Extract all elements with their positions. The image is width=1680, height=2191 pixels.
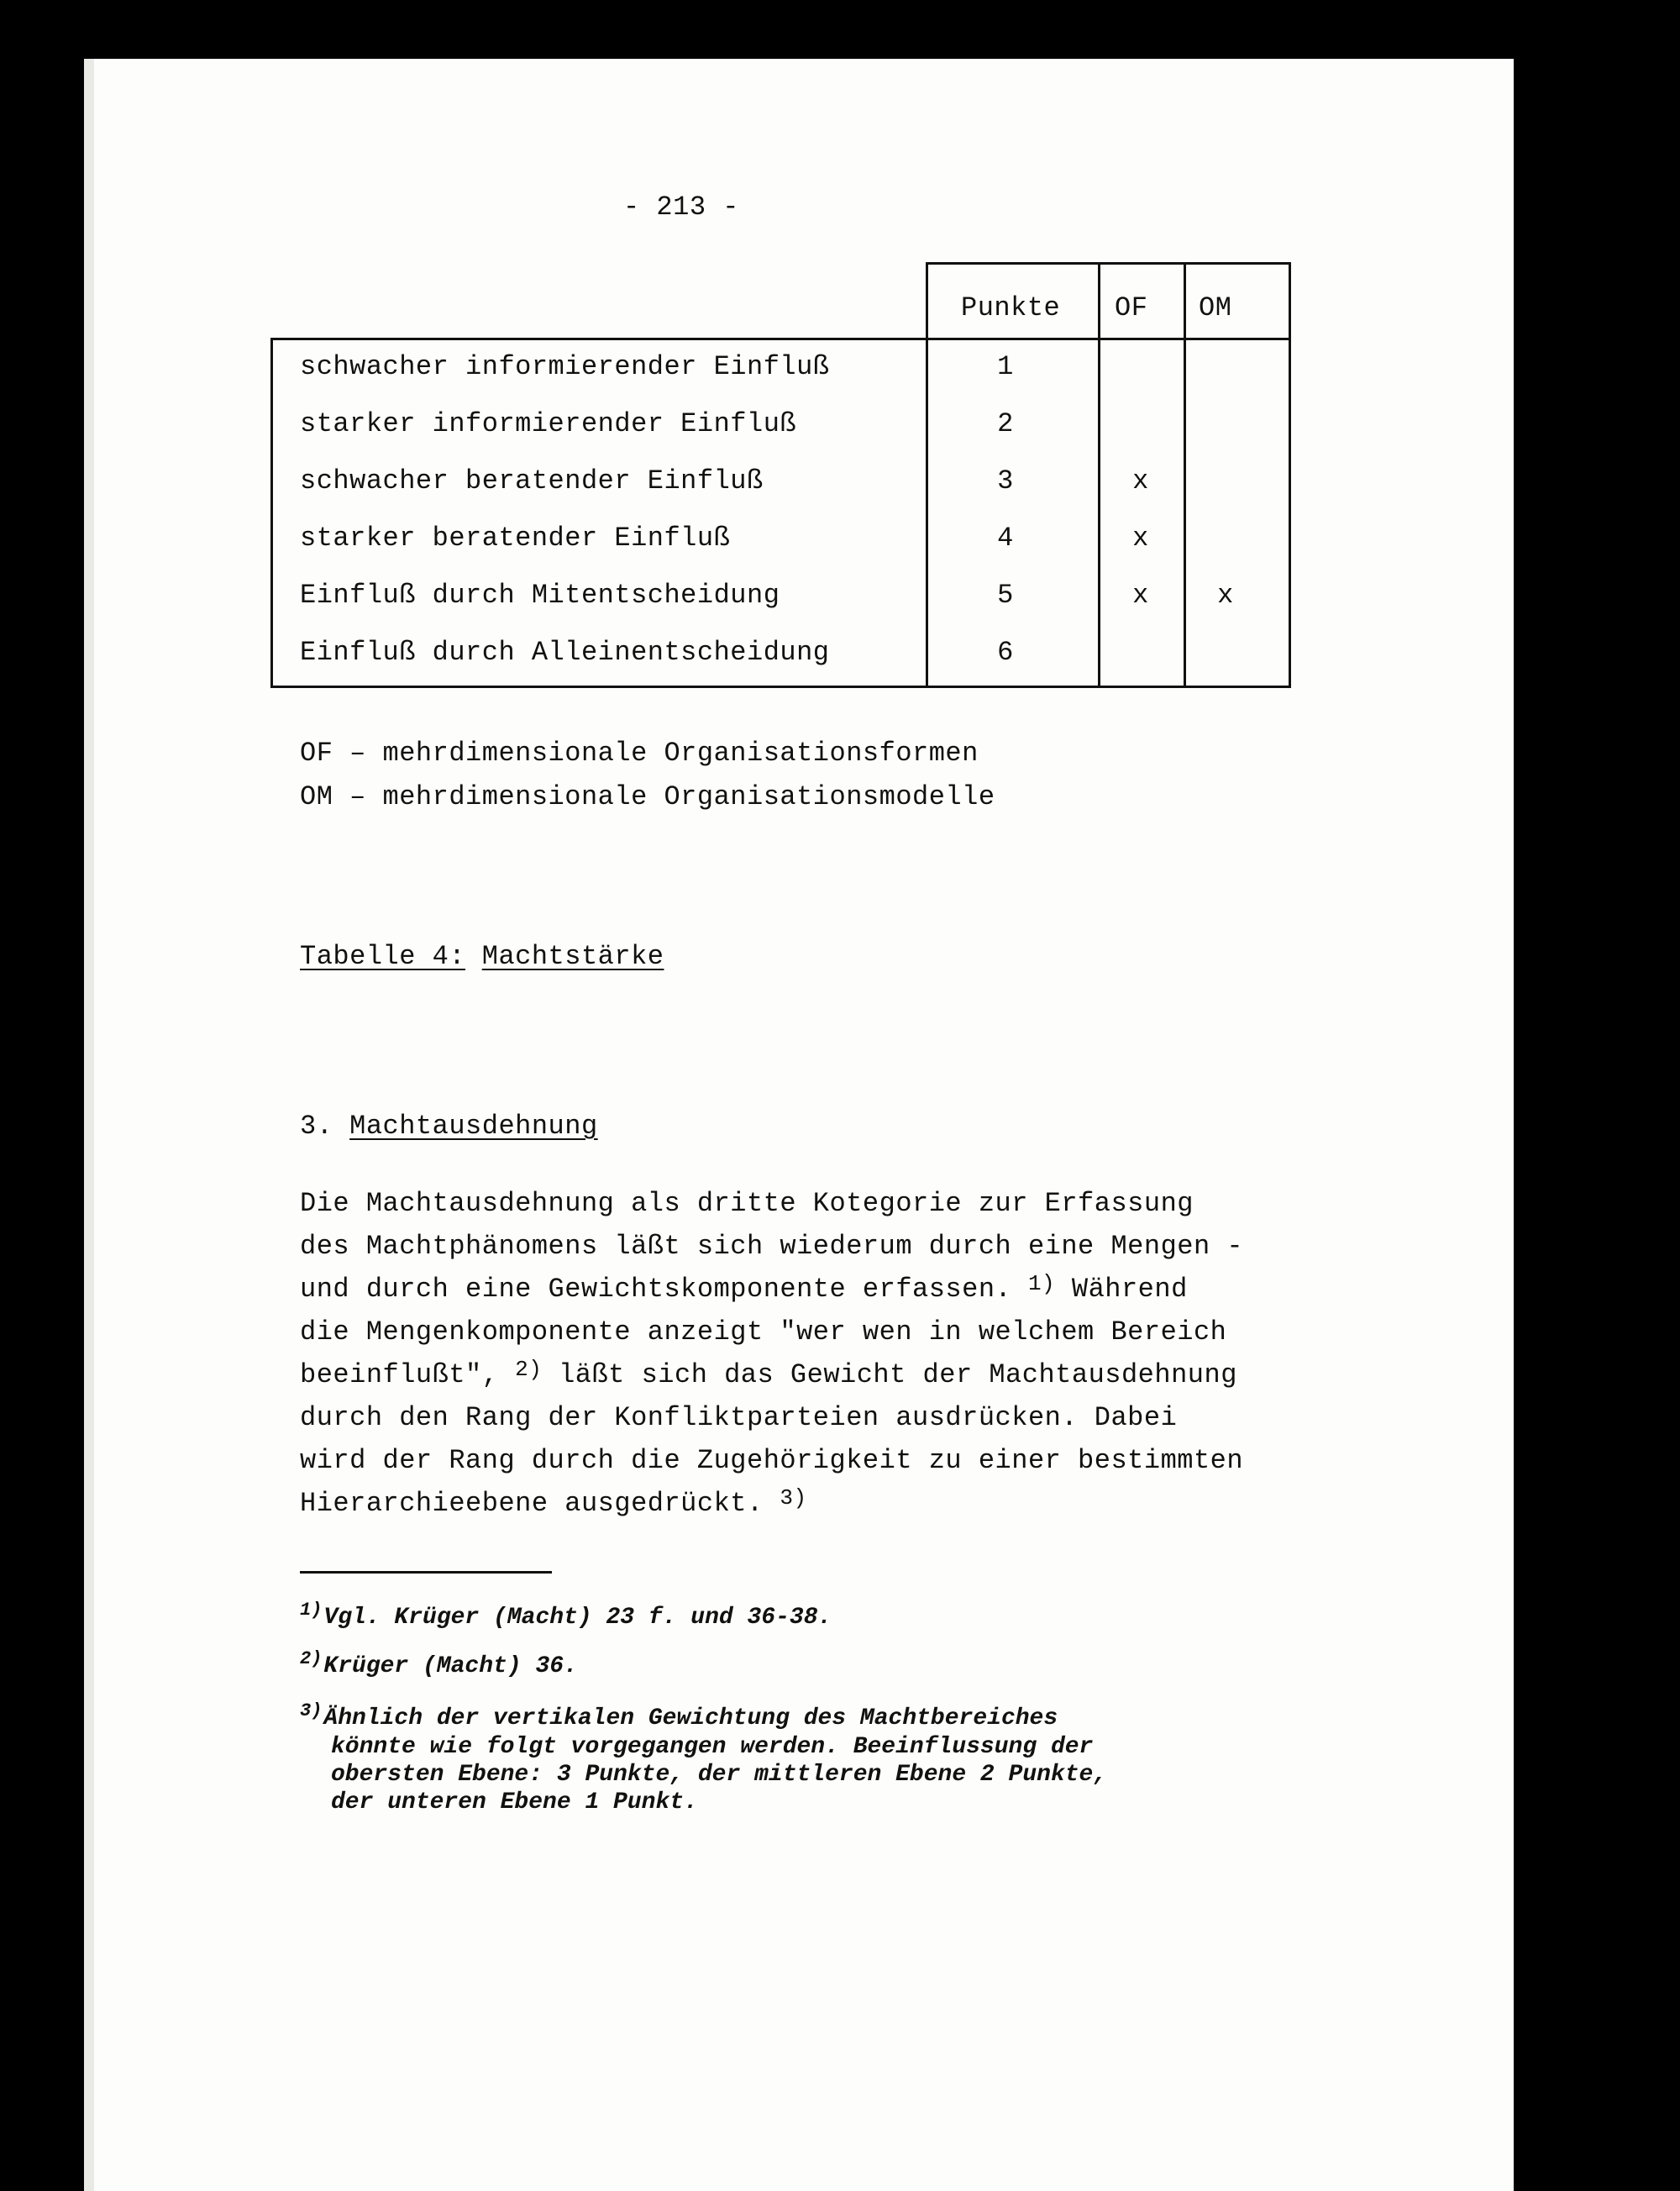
page-number: - 213 - (623, 192, 739, 223)
body-line (300, 1359, 1237, 1390)
caption-title: Machtstärke (481, 941, 664, 972)
footnote-rule (300, 1571, 552, 1574)
footnote-1 (300, 1600, 832, 1631)
table-col-sep-1 (926, 262, 928, 688)
header-punkte: Punkte (961, 292, 1061, 323)
footnote-3 (300, 1700, 1058, 1731)
header-of: OF (1115, 292, 1148, 323)
legend-om: OM – mehrdimensionale Organisationsmodelle (300, 781, 995, 812)
footnote-mark: 3) (300, 1700, 323, 1721)
row-punkte: 5 (997, 580, 1014, 611)
table-col-sep-2 (1098, 262, 1100, 688)
body-line (300, 1271, 1188, 1305)
document-page (94, 59, 1514, 2191)
footnote-ref: 1) (1027, 1271, 1056, 1296)
footnote-ref: 3) (780, 1485, 807, 1511)
row-punkte: 1 (997, 351, 1014, 382)
header-om: OM (1199, 292, 1232, 323)
caption-label: Tabelle 4: (300, 941, 466, 972)
footnote-3-line: könnte wie folgt vorgegangen werden. Beeinflussung der (331, 1734, 1094, 1760)
body-text: beeinflußt", (300, 1359, 499, 1390)
row-punkte: 6 (997, 637, 1014, 668)
row-punkte: 2 (997, 408, 1014, 439)
footnote-2 (300, 1648, 578, 1679)
table-border-left (270, 338, 273, 688)
row-label: schwacher informierender Einfluß (300, 351, 830, 382)
row-label: schwacher beratender Einfluß (300, 465, 764, 497)
footnote-ref: 2) (515, 1357, 543, 1382)
body-text: läßt sich das Gewicht der Machtausdehnung (559, 1359, 1237, 1390)
footnote-text: Ähnlich der vertikalen Gewichtung des Machtbereiches (323, 1705, 1058, 1731)
footnote-text: Vgl. Krüger (Macht) 23 f. und 36-38. (323, 1605, 832, 1631)
table-caption (300, 941, 664, 972)
row-of-mark: x (1132, 580, 1149, 611)
body-text: Während (1071, 1274, 1188, 1305)
row-of-mark: x (1132, 465, 1149, 497)
section-title: Machtausdehnung (349, 1111, 598, 1142)
footnote-mark: 1) (300, 1600, 323, 1621)
row-label: starker beratender Einfluß (300, 523, 731, 554)
table-header-rule (270, 338, 1291, 340)
body-text: Hierarchieebene ausgedrückt. (300, 1488, 764, 1519)
body-line: die Mengenkomponente anzeigt "wer wen in welchem Bereich (300, 1316, 1227, 1348)
body-text: und durch eine Gewichtskomponente erfassen. (300, 1274, 1012, 1305)
table-col-sep-3 (1184, 262, 1186, 688)
row-of-mark: x (1132, 523, 1149, 554)
footnote-3-line: obersten Ebene: 3 Punkte, der mittleren Ebene 2 Punkte, (331, 1762, 1108, 1788)
row-om-mark: x (1217, 580, 1234, 611)
body-line: wird der Rang durch die Zugehörigkeit zu einer bestimmten (300, 1445, 1244, 1476)
footnote-3-line: der unteren Ebene 1 Punkt. (331, 1789, 698, 1815)
row-punkte: 4 (997, 523, 1014, 554)
body-line: Die Machtausdehnung als dritte Kotegorie zur Erfassung (300, 1188, 1194, 1219)
row-label: starker informierender Einfluß (300, 408, 797, 439)
table-border-top (926, 262, 1289, 265)
body-line: des Machtphänomens läßt sich wiederum durch eine Mengen - (300, 1231, 1244, 1262)
table-border-bottom (270, 686, 1291, 688)
row-label: Einfluß durch Alleinentscheidung (300, 637, 830, 668)
row-punkte: 3 (997, 465, 1014, 497)
table-border-right (1289, 262, 1291, 688)
section-heading (300, 1111, 598, 1142)
legend-of: OF – mehrdimensionale Organisationsformen (300, 738, 979, 769)
footnote-text: Krüger (Macht) 36. (323, 1653, 578, 1679)
footnote-mark: 2) (300, 1648, 323, 1669)
body-line (300, 1485, 807, 1519)
body-line: durch den Rang der Konfliktparteien ausdrücken. Dabei (300, 1402, 1178, 1433)
section-number: 3. (300, 1111, 333, 1142)
row-label: Einfluß durch Mitentscheidung (300, 580, 780, 611)
